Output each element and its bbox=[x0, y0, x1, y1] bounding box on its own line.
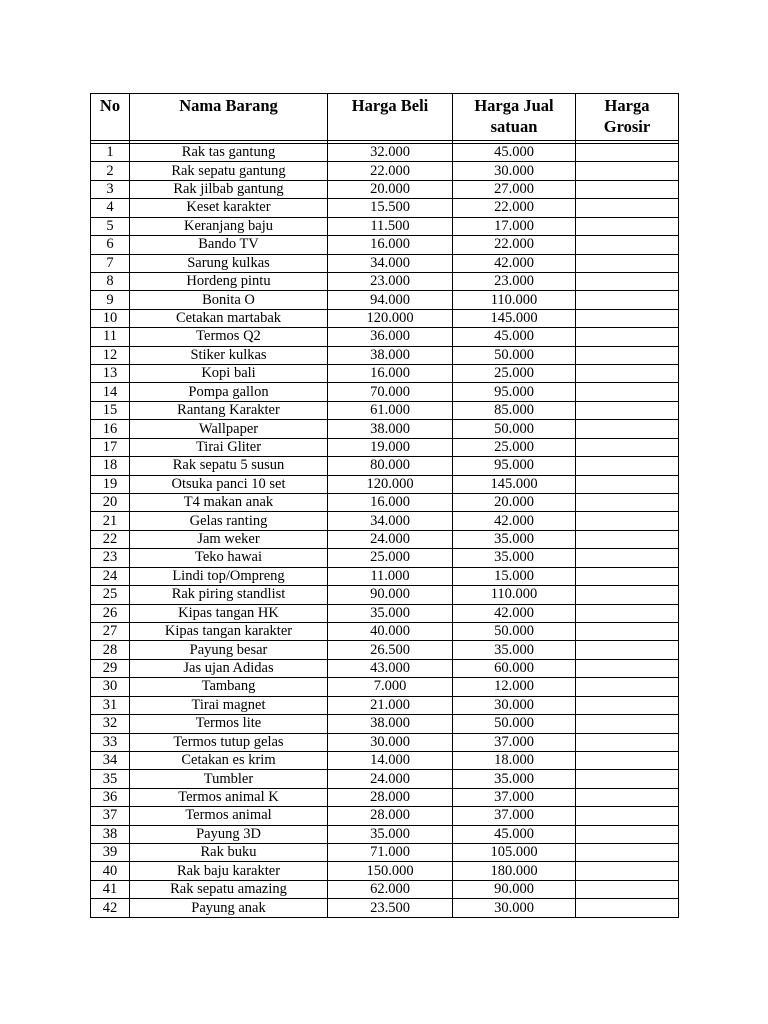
cell-harga-beli: 43.000 bbox=[328, 659, 453, 677]
table-row bbox=[91, 825, 679, 843]
cell-no: 19 bbox=[91, 475, 130, 493]
cell-harga-grosir bbox=[576, 678, 679, 696]
header-nama-barang: Nama Barang bbox=[130, 94, 328, 141]
cell-harga-grosir bbox=[576, 751, 679, 769]
header-harga-jual-satuan bbox=[453, 94, 576, 141]
cell-harga-grosir bbox=[576, 162, 679, 180]
cell-harga-beli: 14.000 bbox=[328, 751, 453, 769]
cell-no: 33 bbox=[91, 733, 130, 751]
cell-harga-grosir bbox=[576, 586, 679, 604]
cell-harga-beli: 25.000 bbox=[328, 549, 453, 567]
cell-harga-grosir bbox=[576, 862, 679, 880]
cell-nama-barang: Jas ujan Adidas bbox=[130, 659, 328, 677]
table-row bbox=[91, 622, 679, 640]
cell-no: 23 bbox=[91, 549, 130, 567]
cell-nama-barang: T4 makan anak bbox=[130, 494, 328, 512]
cell-harga-jual: 60.000 bbox=[453, 659, 576, 677]
table-row bbox=[91, 788, 679, 806]
table-row bbox=[91, 272, 679, 290]
cell-harga-grosir bbox=[576, 659, 679, 677]
header-harga-jual-line1: Harga Jual bbox=[474, 96, 554, 115]
cell-nama-barang: Sarung kulkas bbox=[130, 254, 328, 272]
table-row bbox=[91, 862, 679, 880]
cell-harga-grosir bbox=[576, 438, 679, 456]
cell-no: 28 bbox=[91, 641, 130, 659]
cell-harga-beli: 38.000 bbox=[328, 346, 453, 364]
cell-harga-grosir bbox=[576, 254, 679, 272]
cell-harga-beli: 61.000 bbox=[328, 401, 453, 419]
table-row bbox=[91, 162, 679, 180]
cell-no: 5 bbox=[91, 217, 130, 235]
cell-harga-beli: 35.000 bbox=[328, 825, 453, 843]
cell-nama-barang: Wallpaper bbox=[130, 420, 328, 438]
cell-harga-beli: 24.000 bbox=[328, 770, 453, 788]
cell-no: 41 bbox=[91, 880, 130, 898]
cell-harga-beli: 80.000 bbox=[328, 457, 453, 475]
cell-no: 6 bbox=[91, 236, 130, 254]
cell-harga-beli: 28.000 bbox=[328, 807, 453, 825]
cell-harga-jual: 35.000 bbox=[453, 549, 576, 567]
table-row bbox=[91, 844, 679, 862]
table-row bbox=[91, 328, 679, 346]
cell-harga-jual: 18.000 bbox=[453, 751, 576, 769]
cell-nama-barang: Rak sepatu amazing bbox=[130, 880, 328, 898]
header-no: No bbox=[91, 94, 130, 141]
cell-no: 15 bbox=[91, 401, 130, 419]
cell-no: 24 bbox=[91, 567, 130, 585]
cell-harga-jual: 85.000 bbox=[453, 401, 576, 419]
cell-harga-jual: 42.000 bbox=[453, 512, 576, 530]
cell-harga-beli: 120.000 bbox=[328, 309, 453, 327]
cell-harga-beli: 36.000 bbox=[328, 328, 453, 346]
cell-harga-beli: 16.000 bbox=[328, 236, 453, 254]
cell-harga-beli: 23.000 bbox=[328, 272, 453, 290]
cell-harga-beli: 40.000 bbox=[328, 622, 453, 640]
table-row bbox=[91, 696, 679, 714]
table-row bbox=[91, 512, 679, 530]
cell-harga-jual: 145.000 bbox=[453, 309, 576, 327]
cell-harga-grosir bbox=[576, 365, 679, 383]
cell-nama-barang: Tirai Gliter bbox=[130, 438, 328, 456]
cell-harga-grosir bbox=[576, 291, 679, 309]
cell-no: 21 bbox=[91, 512, 130, 530]
cell-harga-grosir bbox=[576, 530, 679, 548]
cell-harga-grosir bbox=[576, 475, 679, 493]
cell-no: 31 bbox=[91, 696, 130, 714]
table-row bbox=[91, 420, 679, 438]
table-row bbox=[91, 346, 679, 364]
cell-harga-jual: 45.000 bbox=[453, 825, 576, 843]
cell-harga-beli: 11.500 bbox=[328, 217, 453, 235]
cell-harga-grosir bbox=[576, 715, 679, 733]
table-row bbox=[91, 641, 679, 659]
cell-nama-barang: Jam weker bbox=[130, 530, 328, 548]
cell-harga-grosir bbox=[576, 457, 679, 475]
cell-harga-jual: 95.000 bbox=[453, 383, 576, 401]
cell-harga-grosir bbox=[576, 899, 679, 917]
cell-nama-barang: Tirai magnet bbox=[130, 696, 328, 714]
cell-harga-grosir bbox=[576, 346, 679, 364]
table-row bbox=[91, 567, 679, 585]
cell-harga-beli: 16.000 bbox=[328, 494, 453, 512]
cell-nama-barang: Tambang bbox=[130, 678, 328, 696]
price-table bbox=[90, 93, 679, 918]
table-row bbox=[91, 586, 679, 604]
cell-harga-jual: 22.000 bbox=[453, 236, 576, 254]
cell-nama-barang: Lindi top/Ompreng bbox=[130, 567, 328, 585]
cell-harga-jual: 110.000 bbox=[453, 291, 576, 309]
cell-harga-grosir bbox=[576, 880, 679, 898]
cell-no: 30 bbox=[91, 678, 130, 696]
cell-harga-grosir bbox=[576, 512, 679, 530]
table-row bbox=[91, 659, 679, 677]
cell-nama-barang: Pompa gallon bbox=[130, 383, 328, 401]
cell-no: 9 bbox=[91, 291, 130, 309]
cell-harga-beli: 38.000 bbox=[328, 420, 453, 438]
cell-no: 36 bbox=[91, 788, 130, 806]
cell-harga-beli: 16.000 bbox=[328, 365, 453, 383]
cell-harga-beli: 32.000 bbox=[328, 144, 453, 162]
header-row bbox=[91, 94, 679, 141]
cell-harga-jual: 25.000 bbox=[453, 438, 576, 456]
cell-no: 14 bbox=[91, 383, 130, 401]
cell-harga-beli: 94.000 bbox=[328, 291, 453, 309]
cell-no: 7 bbox=[91, 254, 130, 272]
cell-harga-jual: 27.000 bbox=[453, 180, 576, 198]
cell-harga-jual: 30.000 bbox=[453, 162, 576, 180]
cell-nama-barang: Rak sepatu gantung bbox=[130, 162, 328, 180]
cell-no: 29 bbox=[91, 659, 130, 677]
cell-harga-grosir bbox=[576, 733, 679, 751]
cell-harga-jual: 30.000 bbox=[453, 696, 576, 714]
cell-nama-barang: Payung 3D bbox=[130, 825, 328, 843]
cell-nama-barang: Termos tutup gelas bbox=[130, 733, 328, 751]
cell-harga-jual: 23.000 bbox=[453, 272, 576, 290]
cell-no: 11 bbox=[91, 328, 130, 346]
cell-harga-grosir bbox=[576, 144, 679, 162]
cell-nama-barang: Teko hawai bbox=[130, 549, 328, 567]
cell-harga-jual: 15.000 bbox=[453, 567, 576, 585]
cell-harga-jual: 12.000 bbox=[453, 678, 576, 696]
cell-no: 37 bbox=[91, 807, 130, 825]
table-row bbox=[91, 715, 679, 733]
cell-no: 34 bbox=[91, 751, 130, 769]
cell-harga-jual: 50.000 bbox=[453, 420, 576, 438]
cell-harga-jual: 37.000 bbox=[453, 807, 576, 825]
table-row bbox=[91, 199, 679, 217]
cell-nama-barang: Kipas tangan HK bbox=[130, 604, 328, 622]
table-row bbox=[91, 217, 679, 235]
cell-harga-beli: 7.000 bbox=[328, 678, 453, 696]
table-row bbox=[91, 530, 679, 548]
cell-harga-jual: 25.000 bbox=[453, 365, 576, 383]
cell-harga-beli: 21.000 bbox=[328, 696, 453, 714]
header-harga-jual-line2: satuan bbox=[490, 117, 538, 136]
cell-harga-beli: 26.500 bbox=[328, 641, 453, 659]
cell-harga-beli: 15.500 bbox=[328, 199, 453, 217]
cell-nama-barang: Kopi bali bbox=[130, 365, 328, 383]
table-row bbox=[91, 494, 679, 512]
cell-harga-grosir bbox=[576, 788, 679, 806]
table-row bbox=[91, 401, 679, 419]
cell-harga-beli: 120.000 bbox=[328, 475, 453, 493]
cell-harga-jual: 20.000 bbox=[453, 494, 576, 512]
cell-harga-grosir bbox=[576, 844, 679, 862]
cell-harga-grosir bbox=[576, 309, 679, 327]
cell-harga-grosir bbox=[576, 622, 679, 640]
cell-no: 2 bbox=[91, 162, 130, 180]
cell-harga-beli: 23.500 bbox=[328, 899, 453, 917]
cell-harga-jual: 45.000 bbox=[453, 144, 576, 162]
cell-nama-barang: Stiker kulkas bbox=[130, 346, 328, 364]
cell-harga-grosir bbox=[576, 199, 679, 217]
header-harga-grosir-line2: Grosir bbox=[603, 117, 651, 136]
cell-harga-beli: 20.000 bbox=[328, 180, 453, 198]
cell-nama-barang: Rak sepatu 5 susun bbox=[130, 457, 328, 475]
table-row bbox=[91, 144, 679, 162]
cell-nama-barang: Bonita O bbox=[130, 291, 328, 309]
table-row bbox=[91, 438, 679, 456]
cell-nama-barang: Rak buku bbox=[130, 844, 328, 862]
cell-harga-beli: 150.000 bbox=[328, 862, 453, 880]
cell-nama-barang: Cetakan martabak bbox=[130, 309, 328, 327]
cell-harga-beli: 90.000 bbox=[328, 586, 453, 604]
cell-no: 17 bbox=[91, 438, 130, 456]
header-harga-grosir bbox=[576, 94, 679, 141]
cell-nama-barang: Termos animal K bbox=[130, 788, 328, 806]
cell-harga-jual: 95.000 bbox=[453, 457, 576, 475]
cell-no: 25 bbox=[91, 586, 130, 604]
cell-nama-barang: Keranjang baju bbox=[130, 217, 328, 235]
cell-harga-jual: 50.000 bbox=[453, 715, 576, 733]
header-harga-grosir-line1: Harga bbox=[604, 96, 650, 115]
cell-harga-beli: 24.000 bbox=[328, 530, 453, 548]
table-row bbox=[91, 549, 679, 567]
cell-harga-jual: 42.000 bbox=[453, 254, 576, 272]
cell-nama-barang: Termos animal bbox=[130, 807, 328, 825]
cell-harga-jual: 42.000 bbox=[453, 604, 576, 622]
cell-no: 16 bbox=[91, 420, 130, 438]
cell-harga-grosir bbox=[576, 236, 679, 254]
cell-harga-grosir bbox=[576, 641, 679, 659]
cell-no: 40 bbox=[91, 862, 130, 880]
table-row bbox=[91, 733, 679, 751]
table-row bbox=[91, 383, 679, 401]
cell-harga-beli: 30.000 bbox=[328, 733, 453, 751]
table-body bbox=[91, 144, 679, 918]
cell-harga-grosir bbox=[576, 604, 679, 622]
cell-harga-jual: 50.000 bbox=[453, 346, 576, 364]
cell-no: 10 bbox=[91, 309, 130, 327]
cell-nama-barang: Keset karakter bbox=[130, 199, 328, 217]
cell-nama-barang: Rak jilbab gantung bbox=[130, 180, 328, 198]
cell-harga-jual: 35.000 bbox=[453, 770, 576, 788]
cell-harga-grosir bbox=[576, 770, 679, 788]
table-row bbox=[91, 180, 679, 198]
cell-harga-grosir bbox=[576, 807, 679, 825]
cell-harga-jual: 17.000 bbox=[453, 217, 576, 235]
cell-no: 20 bbox=[91, 494, 130, 512]
cell-harga-grosir bbox=[576, 180, 679, 198]
cell-harga-grosir bbox=[576, 217, 679, 235]
header-harga-beli: Harga Beli bbox=[328, 94, 453, 141]
table-row bbox=[91, 807, 679, 825]
cell-harga-grosir bbox=[576, 567, 679, 585]
cell-harga-beli: 34.000 bbox=[328, 512, 453, 530]
cell-no: 42 bbox=[91, 899, 130, 917]
cell-harga-grosir bbox=[576, 420, 679, 438]
cell-no: 32 bbox=[91, 715, 130, 733]
cell-harga-beli: 35.000 bbox=[328, 604, 453, 622]
table-row bbox=[91, 236, 679, 254]
cell-nama-barang: Termos Q2 bbox=[130, 328, 328, 346]
cell-harga-jual: 90.000 bbox=[453, 880, 576, 898]
cell-harga-jual: 50.000 bbox=[453, 622, 576, 640]
table-row bbox=[91, 751, 679, 769]
cell-no: 39 bbox=[91, 844, 130, 862]
cell-nama-barang: Rantang Karakter bbox=[130, 401, 328, 419]
cell-harga-grosir bbox=[576, 549, 679, 567]
cell-harga-grosir bbox=[576, 383, 679, 401]
cell-no: 35 bbox=[91, 770, 130, 788]
cell-no: 1 bbox=[91, 144, 130, 162]
cell-harga-beli: 34.000 bbox=[328, 254, 453, 272]
cell-harga-jual: 22.000 bbox=[453, 199, 576, 217]
cell-harga-beli: 62.000 bbox=[328, 880, 453, 898]
cell-nama-barang: Otsuka panci 10 set bbox=[130, 475, 328, 493]
cell-no: 13 bbox=[91, 365, 130, 383]
cell-harga-jual: 30.000 bbox=[453, 899, 576, 917]
cell-harga-jual: 35.000 bbox=[453, 641, 576, 659]
cell-harga-jual: 45.000 bbox=[453, 328, 576, 346]
cell-nama-barang: Hordeng pintu bbox=[130, 272, 328, 290]
cell-nama-barang: Payung anak bbox=[130, 899, 328, 917]
cell-harga-jual: 37.000 bbox=[453, 733, 576, 751]
cell-harga-jual: 145.000 bbox=[453, 475, 576, 493]
cell-nama-barang: Rak tas gantung bbox=[130, 144, 328, 162]
cell-no: 8 bbox=[91, 272, 130, 290]
cell-no: 3 bbox=[91, 180, 130, 198]
cell-harga-beli: 71.000 bbox=[328, 844, 453, 862]
cell-harga-beli: 22.000 bbox=[328, 162, 453, 180]
cell-nama-barang: Cetakan es krim bbox=[130, 751, 328, 769]
cell-harga-jual: 110.000 bbox=[453, 586, 576, 604]
cell-harga-beli: 70.000 bbox=[328, 383, 453, 401]
cell-harga-grosir bbox=[576, 494, 679, 512]
cell-harga-jual: 105.000 bbox=[453, 844, 576, 862]
cell-harga-grosir bbox=[576, 825, 679, 843]
cell-harga-jual: 180.000 bbox=[453, 862, 576, 880]
cell-no: 12 bbox=[91, 346, 130, 364]
cell-harga-beli: 28.000 bbox=[328, 788, 453, 806]
table-row bbox=[91, 604, 679, 622]
cell-harga-grosir bbox=[576, 401, 679, 419]
cell-no: 18 bbox=[91, 457, 130, 475]
cell-no: 26 bbox=[91, 604, 130, 622]
table-row bbox=[91, 770, 679, 788]
table-row bbox=[91, 457, 679, 475]
cell-nama-barang: Gelas ranting bbox=[130, 512, 328, 530]
cell-nama-barang: Kipas tangan karakter bbox=[130, 622, 328, 640]
cell-harga-beli: 38.000 bbox=[328, 715, 453, 733]
cell-harga-jual: 37.000 bbox=[453, 788, 576, 806]
cell-harga-grosir bbox=[576, 696, 679, 714]
cell-no: 27 bbox=[91, 622, 130, 640]
cell-nama-barang: Rak piring standlist bbox=[130, 586, 328, 604]
cell-no: 22 bbox=[91, 530, 130, 548]
table-row bbox=[91, 880, 679, 898]
table-row bbox=[91, 475, 679, 493]
table-header bbox=[91, 94, 679, 141]
table-row bbox=[91, 291, 679, 309]
table-row bbox=[91, 678, 679, 696]
cell-harga-beli: 11.000 bbox=[328, 567, 453, 585]
cell-harga-grosir bbox=[576, 272, 679, 290]
table-row bbox=[91, 365, 679, 383]
cell-harga-jual: 35.000 bbox=[453, 530, 576, 548]
cell-nama-barang: Tumbler bbox=[130, 770, 328, 788]
table-row bbox=[91, 899, 679, 917]
cell-harga-grosir bbox=[576, 328, 679, 346]
cell-nama-barang: Payung besar bbox=[130, 641, 328, 659]
cell-harga-beli: 19.000 bbox=[328, 438, 453, 456]
table-row bbox=[91, 309, 679, 327]
cell-no: 38 bbox=[91, 825, 130, 843]
cell-no: 4 bbox=[91, 199, 130, 217]
cell-nama-barang: Termos lite bbox=[130, 715, 328, 733]
table-row bbox=[91, 254, 679, 272]
cell-nama-barang: Rak baju karakter bbox=[130, 862, 328, 880]
cell-nama-barang: Bando TV bbox=[130, 236, 328, 254]
